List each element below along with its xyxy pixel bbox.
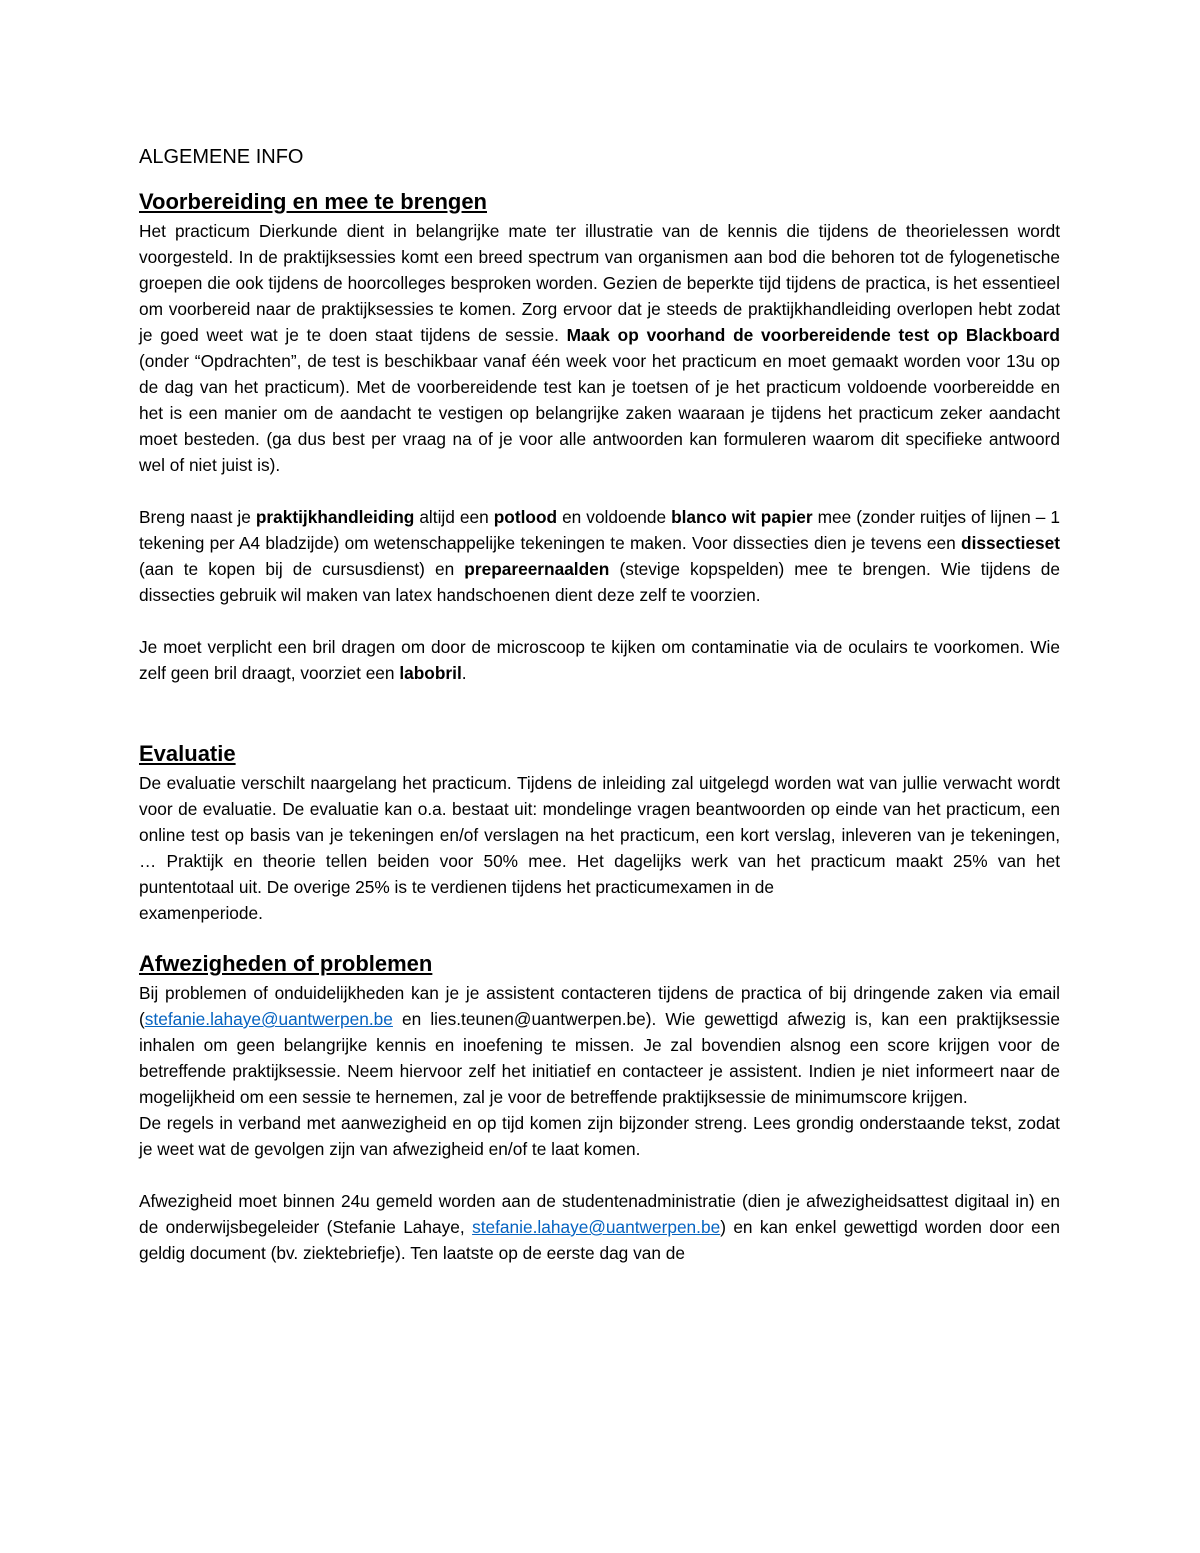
text-run: Het practicum Dierkunde dient in belangrijke mate ter illustratie van de kennis die tijdens de theorielessen wordt voorgesteld. In de praktijksessies komt een breed spectrum van organismen aan bod die behoren tot de fylogenetische groepen die ook tijdens de hoorcolleges besproken worden. Gezien de beperkte tijd tijdens de practica, is het essentieel om voorbereid naar de praktijksessies te komen. Zorg ervoor dat je steeds de praktijkhandleiding overlopen hebt zodat je goed weet wat je te doen staat tijdens de sessie. [139,221,1060,345]
text-run: en voldoende [557,507,672,527]
email-link-stefanie[interactable]: stefanie.lahaye@uantwerpen.be [144,1009,393,1029]
bold-text: potlood [493,507,558,527]
bold-text: Maak op voorhand de voorbereidende test op Blackboard [566,325,1060,345]
document-page [139,142,1060,1266]
bold-text: blanco wit papier [671,507,813,527]
text-run: Afwezigheid moet binnen 24u gemeld worden aan de studentenadministratie (dien je afwezigheidsattest digitaal in) en de onderwijsbegeleider (Stefanie Lahaye, [139,1191,1060,1237]
section-heading-afwezigheden: Afwezigheden of problemen [139,951,433,976]
document-title: ALGEMENE INFO [139,146,304,168]
paragraph-voorbereiding-2 [139,504,1060,608]
bold-text: praktijkhandleiding [255,507,415,527]
text-run: (stevige kopspelden) mee te brengen. Wie tijdens de dissecties gebruik wil maken van latex handschoenen dient deze zelf te voorzien. [139,559,1060,605]
text-run: (onder “Opdrachten”, de test is beschikbaar vanaf één week voor het practicum en moet gemaakt worden voor 13u op de dag van het practicum). Met de voorbereidende test kan je toetsen of je het practicum voldoende voorbereidde en het is een manier om de aandacht te vestigen op belangrijke zaken waaraan je tijdens het practicum zeker aandacht moet besteden. (ga dus best per vraag na of je voor alle antwoorden kan formuleren waarom dit specifieke antwoord wel of niet juist is). [139,351,1060,475]
paragraph-voorbereiding-3 [139,634,1060,686]
paragraph-evaluatie-end: examenperiode. [139,903,263,923]
text-run: altijd een [414,507,494,527]
paragraph-afwezigheden-1 [139,980,1060,1110]
email-link-stefanie-2[interactable]: stefanie.lahaye@uantwerpen.be [472,1217,721,1237]
text-run: ) en kan enkel gewettigd worden door een geldig document (bv. ziektebriefje). Ten laatste op de eerste dag van de [139,1217,1060,1263]
text-run: Breng naast je [139,507,256,527]
section-heading-evaluatie: Evaluatie [139,741,236,766]
section-heading-voorbereiding: Voorbereiding en mee te brengen [139,189,487,214]
text-run: . [461,663,467,683]
paragraph-afwezigheden-2: De regels in verband met aanwezigheid en op tijd komen zijn bijzonder streng. Lees grondig onderstaande tekst, zodat je weet wat de gevolgen zijn van afwezigheid en/of te laat komen. [139,1113,1060,1159]
text-run: De evaluatie verschilt naargelang het practicum. Tijdens de inleiding zal uitgelegd worden wat van jullie verwacht wordt voor de evaluatie. De evaluatie kan o.a. bestaat uit: mondelinge vragen beantwoorden op einde van het practicum, een online test op basis van je tekeningen en/of verslagen na het practicum, een kort verslag, inleveren van je tekeningen, … Praktijk en theorie tellen beiden voor 50% mee. Het dagelijks werk van het practicum maakt 25% van het puntentotaal uit. De overige 25% is te verdienen tijdens het practicumexamen in de [139,773,1060,897]
text-run: Bij problemen of onduidelijkheden kan je je assistent contacteren tijdens de practica of bij dringende zaken via email ( [139,983,1060,1029]
bold-text: prepareernaalden [464,559,610,579]
bold-text: dissectieset [961,533,1060,553]
paragraph-afwezigheden-3 [139,1188,1060,1266]
text-run: mee (zonder ruitjes of lijnen – 1 tekening per A4 bladzijde) om wetenschappelijke tekeningen te maken. Voor dissecties dien je tevens een [139,507,1061,553]
email-text-lies: lies.teunen@uantwerpen.be [430,1009,646,1029]
bold-text: labobril [399,663,462,683]
text-run: (aan te kopen bij de cursusdienst) en [139,559,465,579]
text-run: Je moet verplicht een bril dragen om door de microscoop te kijken om contaminatie via de oculairs te voorkomen. Wie zelf geen bril draagt, voorziet een [139,637,1060,683]
paragraph-voorbereiding-1 [139,218,1060,478]
paragraph-evaluatie-1 [139,770,1060,900]
text-run: en [392,1009,431,1029]
text-run: ). Wie gewettigd afwezig is, kan een praktijksessie inhalen om geen belangrijke kennis en inoefening te missen. Je zal bovendien alsnog een score krijgen voor de betreffende praktijksessie. Neem hiervoor zelf het initiatief en contacteer je assistent. Indien je niet informeert naar de mogelijkheid om een sessie te hernemen, zal je voor de betreffende praktijksessie de minimumscore krijgen. [139,1009,1060,1107]
